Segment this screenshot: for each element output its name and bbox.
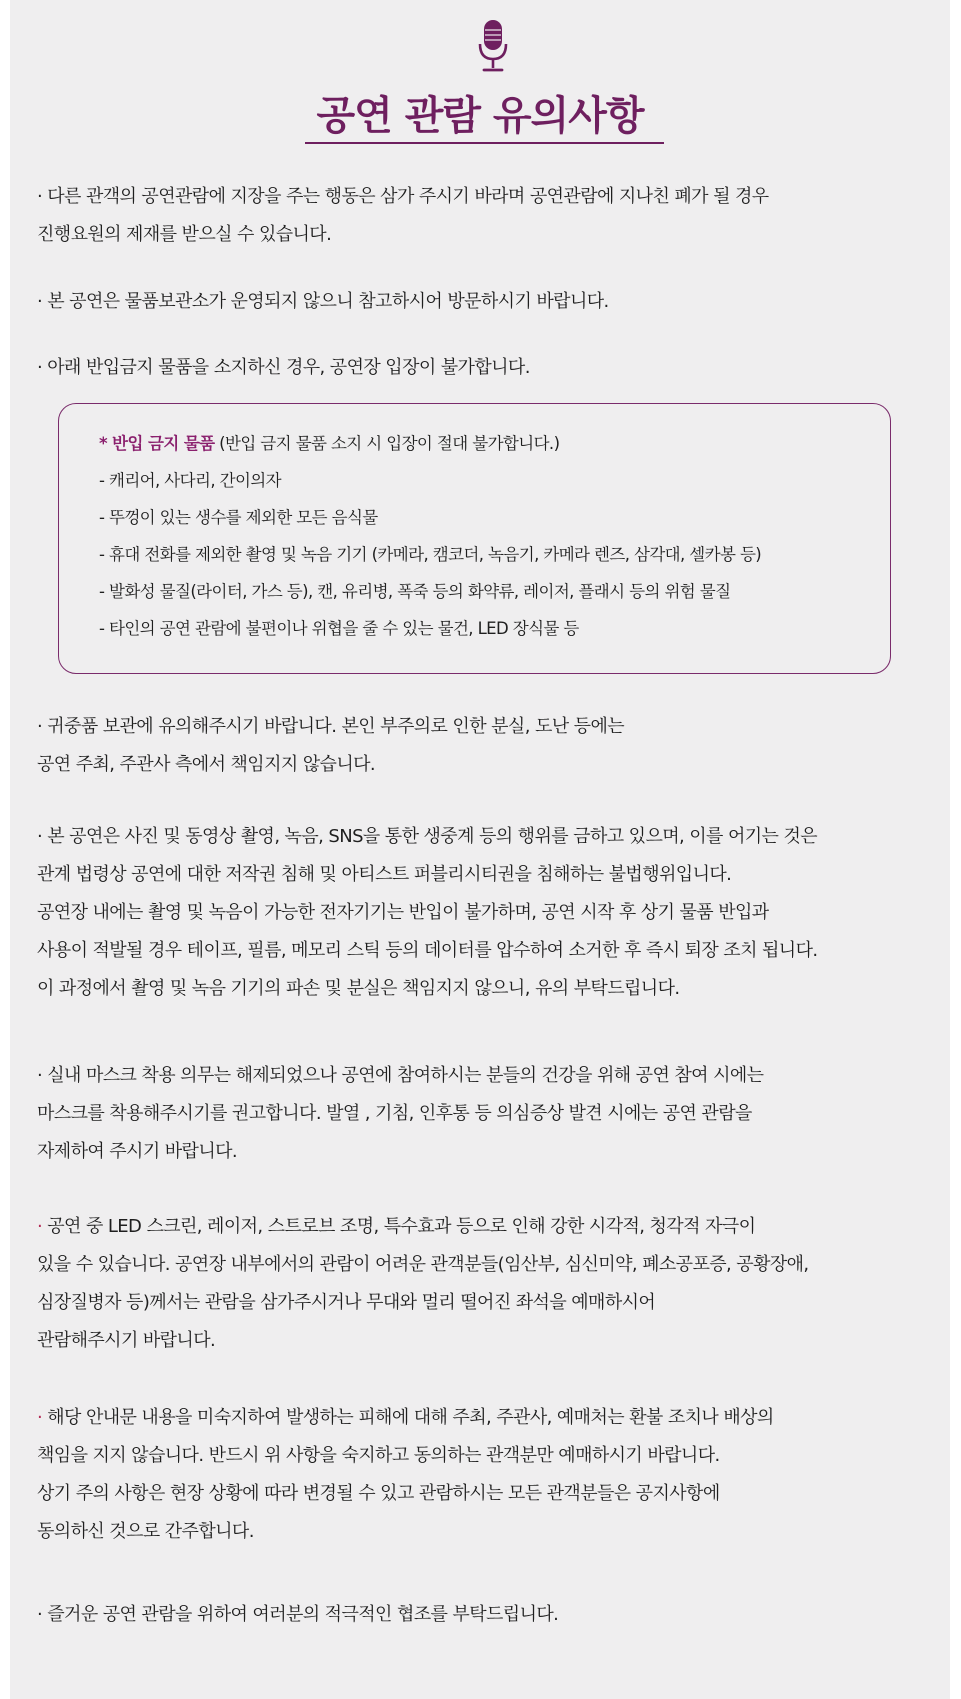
- paragraph-line: 상기 주의 사항은 현장 상황에 따라 변경될 수 있고 관람하시는 모든 관객분들은 공지사항에: [37, 1483, 720, 1504]
- prohibited-item: - 뚜껑이 있는 생수를 제외한 모든 음식물: [99, 508, 378, 527]
- notice-paragraph-closing: [37, 1596, 937, 1634]
- paragraph-line: · 해당 안내문 내용을 미숙지하여 발생하는 피해에 대해 주최, 주관사, 예매처는 환불 조치나 배상의: [37, 1407, 774, 1428]
- paragraph-line: · 다른 관객의 공연관람에 지장을 주는 행동은 삼가 주시기 바라며 공연관람에 지나친 폐가 될 경우: [37, 186, 769, 207]
- paragraph-line: · 귀중품 보관에 유의해주시기 바랍니다. 본인 부주의로 인한 분실, 도난 등에는: [37, 716, 625, 737]
- prohibited-items-box: [58, 403, 891, 674]
- title-underline: [305, 142, 664, 144]
- paragraph-line: 이 과정에서 촬영 및 녹음 기기의 파손 및 분실은 책임지지 않으니, 유의 부탁드립니다.: [37, 978, 680, 999]
- notice-paragraph-storage: [37, 283, 937, 321]
- paragraph-line: · 본 공연은 물품보관소가 운영되지 않으니 참고하시어 방문하시기 바랍니다.: [37, 291, 609, 312]
- paragraph-line: 사용이 적발될 경우 테이프, 필름, 메모리 스틱 등의 데이터를 압수하여 소거한 후 즉시 퇴장 조치 됩니다.: [37, 940, 818, 961]
- prohibited-item: - 휴대 전화를 제외한 촬영 및 녹음 기기 (카메라, 캠코더, 녹음기, 카메라 렌즈, 삼각대, 셀카봉 등): [99, 545, 762, 564]
- notice-paragraph-prohibited: [37, 349, 937, 387]
- notice-paragraph-disturbance: [37, 178, 937, 254]
- notice-paragraph-liability: [37, 1399, 937, 1551]
- prohibited-item: - 발화성 물질(라이터, 가스 등), 캔, 유리병, 폭죽 등의 화약류, 레이저, 플래시 등의 위험 물질: [99, 582, 731, 601]
- prohibited-items-heading: * 반입 금지 물품 (반입 금지 물품 소지 시 입장이 절대 불가합니다.): [99, 434, 560, 453]
- paragraph-line: 공연 주최, 주관사 측에서 책임지지 않습니다.: [37, 754, 376, 775]
- paragraph-line: · 아래 반입금지 물품을 소지하신 경우, 공연장 입장이 불가합니다.: [37, 357, 530, 378]
- paragraph-line: 마스크를 착용해주시기를 권고합니다. 발열 , 기침, 인후통 등 의심증상 발견 시에는 공연 관람을: [37, 1103, 752, 1124]
- paragraph-line: 심장질병자 등)께서는 관람을 삼가주시거나 무대와 멀리 떨어진 좌석을 예매하시어: [37, 1292, 656, 1313]
- paragraph-line: · 즐거운 공연 관람을 위하여 여러분의 적극적인 협조를 부탁드립니다.: [37, 1604, 559, 1625]
- notice-paragraph-recording: [37, 818, 937, 1008]
- notice-paragraph-mask: [37, 1057, 937, 1171]
- paragraph-line: 책임을 지지 않습니다. 반드시 위 사항을 숙지하고 동의하는 관객분만 예매하시기 바랍니다.: [37, 1445, 720, 1466]
- paragraph-line: 자제하여 주시기 바랍니다.: [37, 1141, 238, 1162]
- page-title: 공연 관람 유의사항: [316, 93, 644, 139]
- notice-paragraph-effects: [37, 1208, 937, 1360]
- paragraph-line: 동의하신 것으로 간주합니다.: [37, 1521, 254, 1542]
- paragraph-line: 진행요원의 제재를 받으실 수 있습니다.: [37, 224, 332, 245]
- prohibited-item: - 캐리어, 사다리, 간이의자: [99, 471, 281, 490]
- notice-page: [10, 0, 950, 1699]
- prohibited-item: - 타인의 공연 관람에 불편이나 위협을 줄 수 있는 물건, LED 장식물 등: [99, 619, 579, 638]
- paragraph-line: 관계 법령상 공연에 대한 저작권 침해 및 아티스트 퍼블리시티권을 침해하는 불법행위입니다.: [37, 864, 732, 885]
- paragraph-line: · 공연 중 LED 스크린, 레이저, 스트로브 조명, 특수효과 등으로 인해 강한 시각적, 청각적 자극이: [37, 1216, 756, 1237]
- paragraph-line: 관람해주시기 바랍니다.: [37, 1330, 216, 1351]
- paragraph-line: 있을 수 있습니다. 공연장 내부에서의 관람이 어려운 관객분들(임산부, 심신미약, 폐소공포증, 공황장애,: [37, 1254, 809, 1275]
- notice-paragraph-valuables: [37, 708, 937, 784]
- paragraph-line: · 본 공연은 사진 및 동영상 촬영, 녹음, SNS을 통한 생중계 등의 행위를 금하고 있으며, 이를 어기는 것은: [37, 826, 818, 847]
- paragraph-line: 공연장 내에는 촬영 및 녹음이 가능한 전자기기는 반입이 불가하며, 공연 시작 후 상기 물품 반입과: [37, 902, 769, 923]
- microphone-icon: [477, 18, 509, 74]
- paragraph-line: · 실내 마스크 착용 의무는 해제되었으나 공연에 참여하시는 분들의 건강을 위해 공연 참여 시에는: [37, 1065, 764, 1086]
